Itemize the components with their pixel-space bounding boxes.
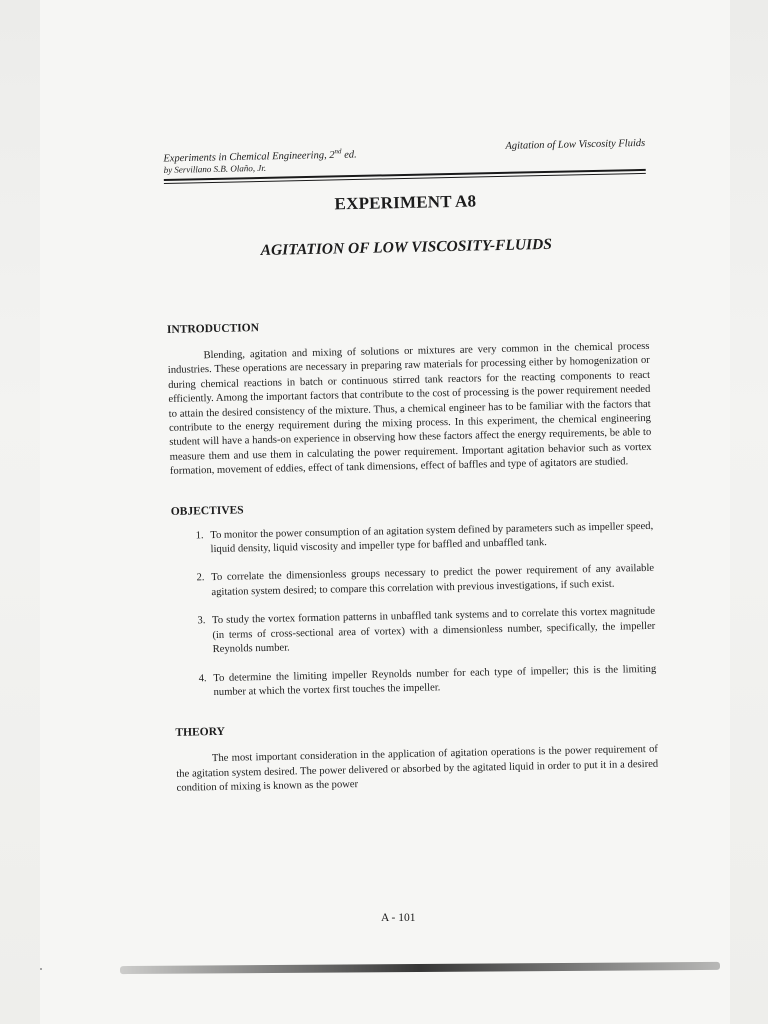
objective-item: 4. To determine the limiting impeller Reynolds number for each type of impeller; this is the limiting number at which the vortex first touches the impeller. [209,662,657,700]
theory-paragraph: The most important consideration in the application of agitation operations is the power requirement of the agitation system desired. The power delivered or absorbed by the agitated liquid in order to put it in a desired condition of mixing is known as the power [176,744,659,794]
chapter-title: Agitation of Low Viscosity Fluids [505,137,646,152]
document-title: AGITATION OF LOW VISCOSITY-FLUIDS [260,235,553,259]
objective-item: 1. To monitor the power consumption of an agitation system defined by parameters such as impeller speed, liquid density, liquid viscosity and impeller type for baffled and unbaffled tank. [206,519,654,557]
theory-heading: THEORY [175,726,225,740]
book-author: by Servillano S.B. Olaño, Jr. [163,162,267,175]
edition-superscript: nd [334,147,342,156]
objectives-heading: OBJECTIVES [170,504,244,518]
scan-speck [40,968,42,970]
book-title: Experiments in Chemical Engineering, 2nd ed. [163,147,357,165]
objectives-list [171,519,656,701]
page-number: A - 101 [381,912,416,924]
objective-item: 2. To correlate the dimensionless groups necessary to predict the power requirement of any available agitation system desired; to compare this correlation with previous investigations, if such exist. [207,562,655,600]
page-content [163,130,659,796]
introduction-heading: INTRODUCTION [166,322,260,336]
objective-item: 3. To study the vortex formation patterns in unbaffled tank systems and to correlate this vortex magnitude (in terms of cross-sectional area of vortex) with a dimensionless number, specifically, the impeller Reynolds number. [208,605,656,658]
experiment-title: EXPERIMENT A8 [334,191,477,214]
introduction-paragraph: Blending, agitation and mixing of solutions or mixtures are very common in the chemical process industries. These operations are necessary in preparing raw materials for processing either by homogenization or during chemical reactions in batch or continuous stirred tank reactors for the reacting components to react efficiently. Among the important factors that contribute to the cost of processing is the power requirement needed to attain the desired consistency of the mixture. Thus, a chemical engineer has to be familiar with the factors that contribute to the energy requirement during the mixing process. In this experiment, the chemical engineering student will have a hands-on experience in observing how these factors affect the energy requirements, be able to measure them and use them in calculating the power requirement. Important agitation behavior such as vortex formation, movement of eddies, effect of tank dimensions, effect of baffles and type of agitators are studied. [167,340,652,478]
